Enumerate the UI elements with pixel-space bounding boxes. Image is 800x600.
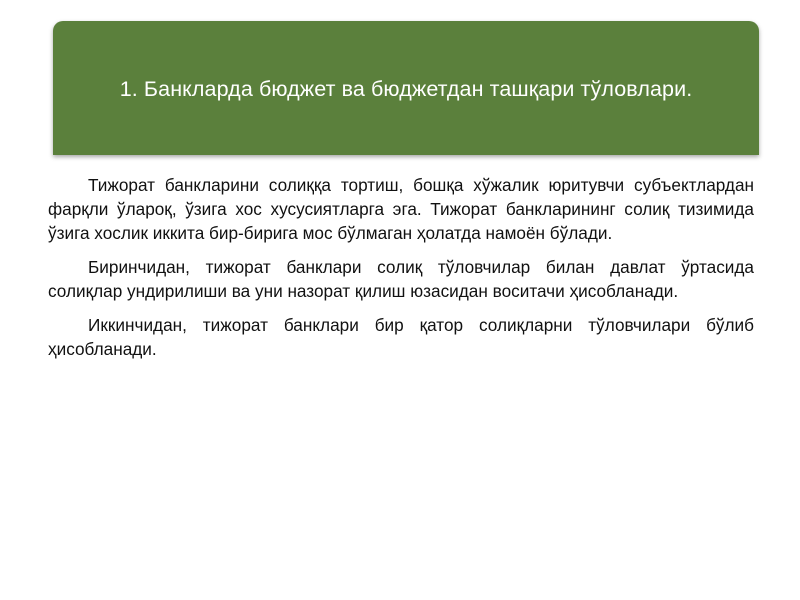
paragraph-2: Биринчидан, тижорат банклари солиқ тўловчилар билан давлат ўртасида солиқлар ундирилиши ва уни назорат қилиш юзасидан воситачи ҳисобланади. — [48, 257, 754, 301]
slide-title: 1. Банкларда бюджет ва бюджетдан ташқари тўловлари. — [119, 76, 693, 101]
slide-body — [48, 173, 754, 371]
paragraph-1: Тижорат банкларини солиққа тортиш, бошқа хўжалик юритувчи субъектлардан фарқли ўлароқ, ўзига хос хусусиятларга эга. Тижорат банкларининг солиқ тизимида ўзига хослик иккита бир-бирига мос бўлмаган ҳолатда намоён бўлади. — [48, 175, 754, 243]
paragraph-3: Иккинчидан, тижорат банклари бир қатор солиқларни тўловчилари бўлиб ҳисобланади. — [48, 315, 754, 359]
title-banner — [53, 21, 759, 155]
